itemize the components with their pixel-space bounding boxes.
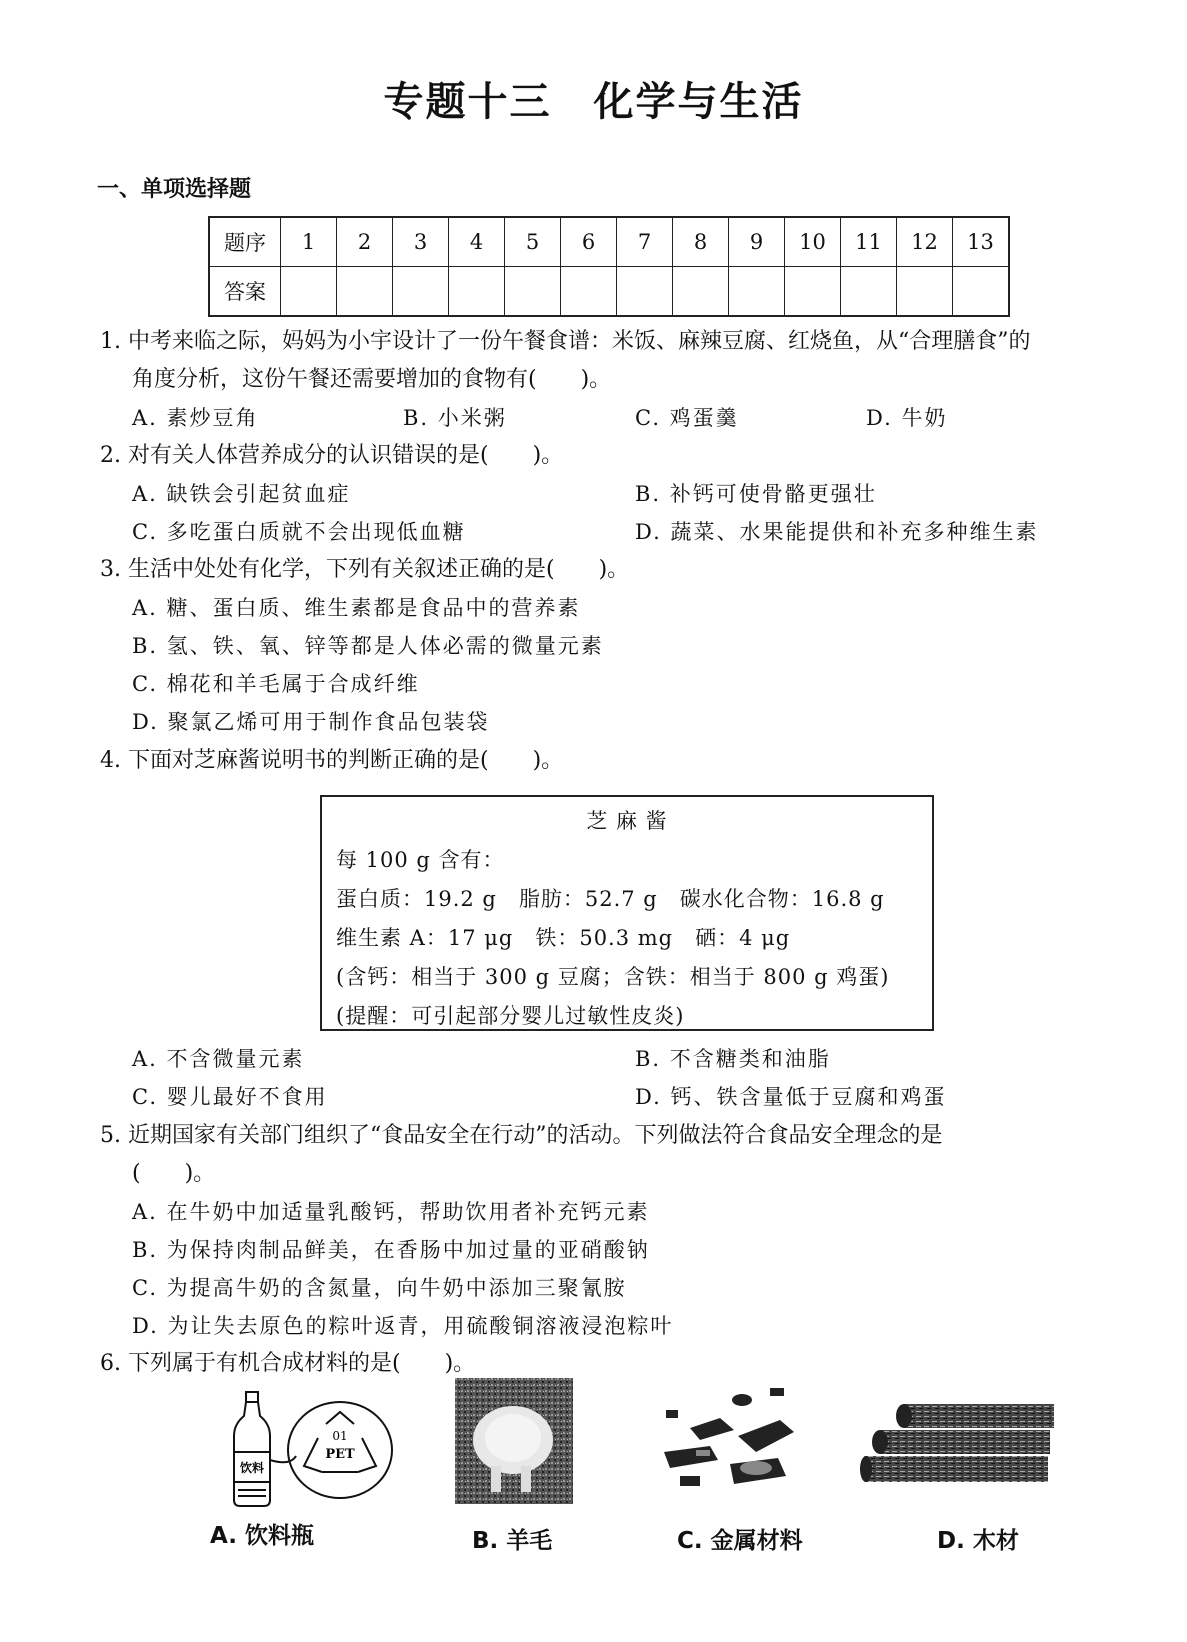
answer-table-number: 5 [505, 217, 561, 267]
answer-cell[interactable] [281, 267, 337, 317]
question-5-option-a[interactable]: A. 在牛奶中加适量乳酸钙，帮助饮用者补充钙元素 [132, 1200, 650, 1224]
label-line: (提醒：可引起部分婴儿过敏性皮炎) [336, 1004, 685, 1028]
label-line: 蛋白质：19.2 g 脂肪：52.7 g 碳水化合物：16.8 g [336, 887, 885, 911]
question-1-option-c[interactable]: C. 鸡蛋羹 [635, 406, 739, 430]
answer-table-number: 9 [729, 217, 785, 267]
answer-table-number: 6 [561, 217, 617, 267]
question-1-option-d[interactable]: D. 牛奶 [866, 406, 948, 430]
answer-cell[interactable] [785, 267, 841, 317]
answer-table-number: 2 [337, 217, 393, 267]
answer-cell[interactable] [953, 267, 1010, 317]
question-2-line-1: 2. 对有关人体营养成分的认识错误的是( )。 [100, 443, 564, 468]
label-line: 每 100 g 含有： [336, 848, 505, 872]
question-4-option-c[interactable]: C. 婴儿最好不食用 [132, 1085, 328, 1109]
caption-a[interactable]: A. 饮料瓶 [210, 1523, 314, 1549]
answer-table-number: 7 [617, 217, 673, 267]
label-line: (含钙：相当于 300 g 豆腐；含铁：相当于 800 g 鸡蛋) [336, 965, 890, 989]
answer-table-header-row [209, 217, 1009, 267]
question-1-line-1: 1. 中考来临之际，妈妈为小宇设计了一份午餐食谱：米饭、麻辣豆腐、红烧鱼，从“合理膳食”的 [100, 329, 1031, 354]
caption-c[interactable]: C. 金属材料 [677, 1528, 803, 1554]
question-2-option-b[interactable]: B. 补钙可使骨骼更强壮 [635, 482, 877, 506]
answer-cell[interactable] [505, 267, 561, 317]
answer-table-number: 8 [673, 217, 729, 267]
question-3-option-b[interactable]: B. 氢、铁、氧、锌等都是人体必需的微量元素 [132, 634, 604, 658]
wood-picture [860, 1400, 1056, 1486]
question-5-option-d[interactable]: D. 为让失去原色的粽叶返青，用硫酸铜溶液浸泡粽叶 [132, 1314, 674, 1338]
question-2-option-c[interactable]: C. 多吃蛋白质就不会出现低血糖 [132, 520, 466, 544]
question-1-option-a[interactable]: A. 素炒豆角 [132, 406, 259, 430]
answer-table-number: 1 [281, 217, 337, 267]
answer-table-number: 12 [897, 217, 953, 267]
answer-table-number: 11 [841, 217, 897, 267]
sheep-wool-picture [455, 1378, 573, 1504]
page-title: 专题十三 化学与生活 [383, 79, 804, 125]
question-3-option-a[interactable]: A. 糖、蛋白质、维生素都是食品中的营养素 [132, 596, 581, 620]
question-2-option-a[interactable]: A. 缺铁会引起贫血症 [132, 482, 351, 506]
question-3-line-1: 3. 生活中处处有化学，下列有关叙述正确的是( )。 [100, 557, 630, 582]
answer-table-header-label: 题序 [209, 217, 281, 267]
question-1-option-b[interactable]: B. 小米粥 [403, 406, 507, 430]
label-line: 维生素 A：17 μg 铁：50.3 mg 硒：4 μg [336, 926, 791, 950]
question-3-option-c[interactable]: C. 棉花和羊毛属于合成纤维 [132, 672, 420, 696]
question-5-option-c[interactable]: C. 为提高牛奶的含氮量，向牛奶中添加三聚氰胺 [132, 1276, 627, 1300]
pet-bottle-picture [230, 1390, 400, 1510]
answer-table-number: 4 [449, 217, 505, 267]
recycle-pet-text: PET [325, 1447, 355, 1462]
answer-table-answer-row [209, 267, 1009, 317]
question-1-line-2: 角度分析，这份午餐还需要增加的食物有( )。 [132, 367, 612, 392]
answer-table [208, 216, 1010, 317]
sesame-paste-label [320, 795, 934, 1031]
answer-table-number: 13 [953, 217, 1010, 267]
question-2-option-d[interactable]: D. 蔬菜、水果能提供和补充多种维生素 [635, 520, 1039, 544]
answer-cell[interactable] [897, 267, 953, 317]
question-6-line-1: 6. 下列属于有机合成材料的是( )。 [100, 1351, 476, 1376]
answer-cell[interactable] [561, 267, 617, 317]
answer-table-answer-label: 答案 [209, 267, 281, 317]
question-5-option-b[interactable]: B. 为保持肉制品鲜美，在香肠中加过量的亚硝酸钠 [132, 1238, 650, 1262]
label-title: 芝 麻 酱 [586, 809, 668, 833]
bottle-label-text: 饮料 [239, 1461, 265, 1475]
recycle-code-text: 01 [332, 1429, 348, 1443]
question-4-option-b[interactable]: B. 不含糖类和油脂 [635, 1047, 831, 1071]
question-4-option-a[interactable]: A. 不含微量元素 [132, 1047, 305, 1071]
answer-cell[interactable] [673, 267, 729, 317]
metal-materials-picture [660, 1380, 808, 1492]
answer-cell[interactable] [337, 267, 393, 317]
answer-cell[interactable] [729, 267, 785, 317]
answer-table-number: 10 [785, 217, 841, 267]
answer-cell[interactable] [841, 267, 897, 317]
question-3-option-d[interactable]: D. 聚氯乙烯可用于制作食品包装袋 [132, 710, 490, 734]
caption-b[interactable]: B. 羊毛 [472, 1528, 553, 1554]
section-heading: 一、单项选择题 [97, 177, 252, 202]
caption-d[interactable]: D. 木材 [937, 1528, 1019, 1554]
answer-cell[interactable] [617, 267, 673, 317]
question-5-line-2: ( )。 [132, 1161, 216, 1186]
answer-cell[interactable] [449, 267, 505, 317]
question-4-option-d[interactable]: D. 钙、铁含量低于豆腐和鸡蛋 [635, 1085, 947, 1109]
question-5-line-1: 5. 近期国家有关部门组织了“食品安全在行动”的活动。下列做法符合食品安全理念的是 [100, 1123, 943, 1148]
answer-table-number: 3 [393, 217, 449, 267]
answer-cell[interactable] [393, 267, 449, 317]
question-4-line-1: 4. 下面对芝麻酱说明书的判断正确的是( )。 [100, 748, 564, 773]
